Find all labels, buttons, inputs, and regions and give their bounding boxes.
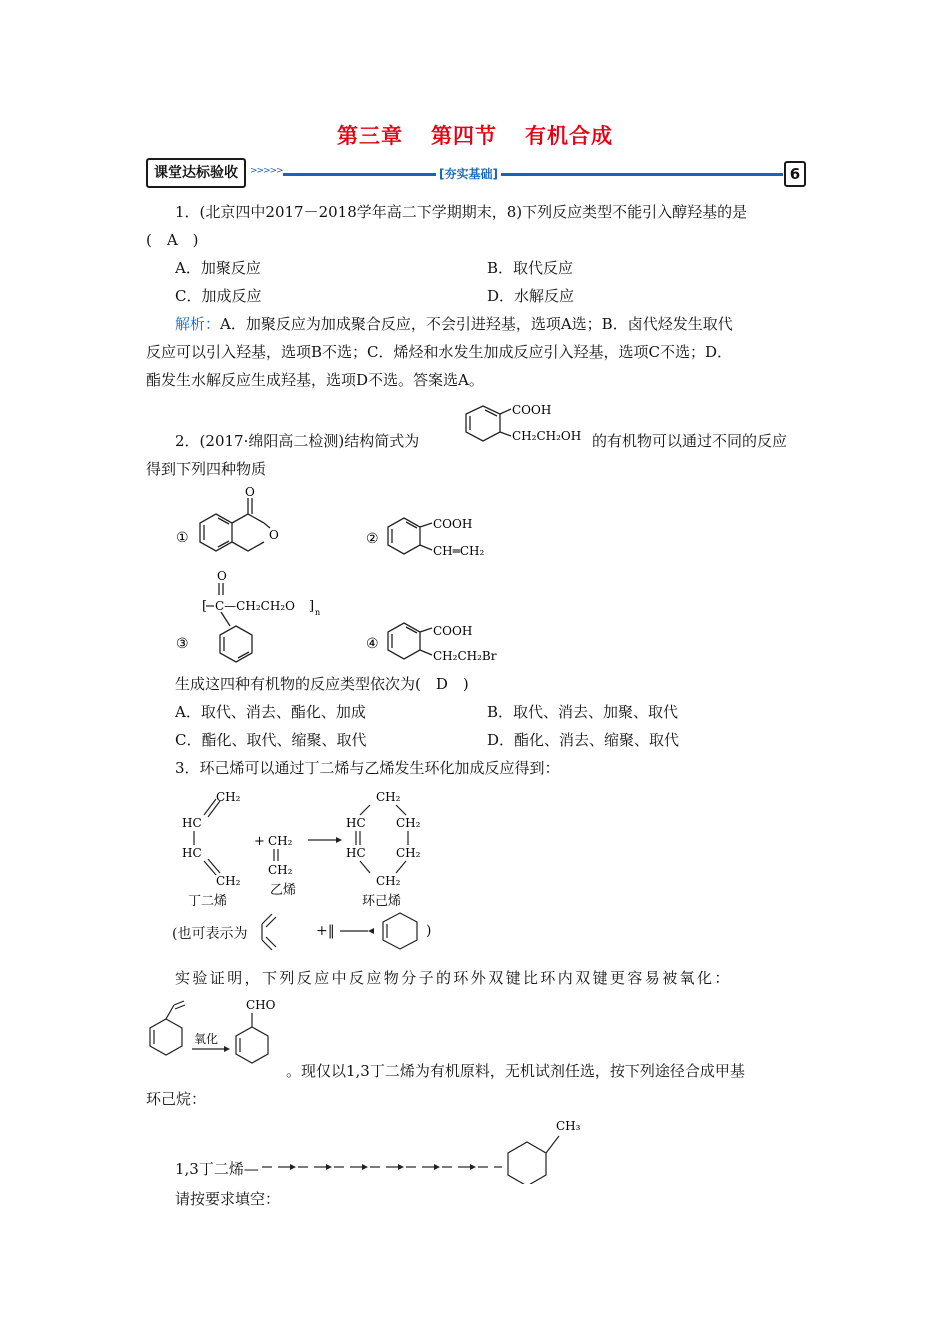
page-title <box>0 120 950 150</box>
chapter-title: 第三章 <box>337 124 403 148</box>
q1-analysis-line-1 <box>175 313 733 334</box>
banner-arrows: >>>>> <box>250 166 283 176</box>
q3-stem: 3．环己烯可以通过丁二烯与乙烯发生环化加成反应得到： <box>175 759 560 777</box>
q1-option-d: D．水解反应 <box>487 287 575 305</box>
route-arrows <box>262 1112 592 1184</box>
m3-o: O <box>217 569 227 583</box>
section-title: 第四节 <box>431 124 497 148</box>
m3-label: ③ <box>176 636 189 652</box>
molecule-4 <box>364 617 514 669</box>
banner-number: 6 <box>784 161 806 187</box>
q3-alt-prefix: (也可表示为 <box>172 926 248 942</box>
butadiene-ch2-top: CH₂ <box>216 790 241 804</box>
q2-stem-a: 2．(2017·绵阳高二检测)结构简式为 <box>175 432 420 450</box>
cyclohexene-r1: CH₂ <box>396 816 421 830</box>
q1-analysis-line-3: 酯发生水解反应生成羟基，选项D不选。答案选A。 <box>146 371 484 389</box>
q3-experiment-line: 实验证明，下列反应中反应物分子的环外双键比环内双键更容易被氧化： <box>175 969 732 987</box>
q2-struct-side: CH₂CH₂OH <box>512 429 582 443</box>
q2-stem-b: 的有机物可以通过不同的反应 <box>592 432 788 450</box>
m1-carbonyl-o: O <box>245 485 255 499</box>
q3-cycloaddition-scheme <box>170 783 460 913</box>
q3-experiment-tail-2: 环己烷： <box>146 1090 207 1108</box>
oxidation-scheme <box>140 995 290 1080</box>
q2-option-b: B．取代、消去、加聚、取代 <box>487 703 679 721</box>
cyclohexene-bot: CH₂ <box>376 874 401 888</box>
q2-option-a: A．取代、消去、酯化、加成 <box>175 703 366 721</box>
q2-option-d: D．酯化、消去、缩聚、取代 <box>487 731 680 749</box>
q1-option-a: A．加聚反应 <box>175 259 261 277</box>
m1-label: ① <box>176 530 189 546</box>
banner-line <box>283 173 783 176</box>
q1-analysis-text-1: A．加聚反应为加成聚合反应，不会引进羟基，选项A选；B．卤代烃发生取代 <box>220 315 733 333</box>
q2-question: 生成这四种有机物的反应类型依次为( D ) <box>175 675 469 693</box>
q1-option-b: B．取代反应 <box>487 259 574 277</box>
butadiene-name: 丁二烯 <box>188 894 228 909</box>
molecule-1 <box>172 484 302 574</box>
q2-option-c: C．酯化、取代、缩聚、取代 <box>175 731 367 749</box>
q3-experiment-tail: 。现仅以1,3丁二烯为有机原料，无机试剂任选，按下列途径合成甲基 <box>286 1062 745 1080</box>
m4-label: ④ <box>366 636 379 652</box>
q1-answer: ( A ) <box>146 231 199 249</box>
q3-alt-end: ) <box>426 923 432 939</box>
m4-side: CH₂CH₂Br <box>433 649 497 663</box>
m2-side: CH═CH₂ <box>433 544 485 558</box>
topic-title: 有机合成 <box>525 124 613 148</box>
cyclohexene-r2: CH₂ <box>396 846 421 860</box>
q1-analysis-line-2: 反应可以引入羟基，选项B不选；C．烯烃和水发生加成反应引入羟基，选项C不选；D． <box>146 343 733 361</box>
scheme-plus: + <box>254 834 265 849</box>
butadiene-ch2-bot: CH₂ <box>216 874 241 888</box>
q2-structure <box>455 396 593 452</box>
cyclohexene-skeleton <box>340 910 430 952</box>
cyclohexene-top: CH₂ <box>376 790 401 804</box>
q2-stem-c: 得到下列四种物质 <box>146 460 267 478</box>
route-start: 1,3丁二烯— <box>175 1160 259 1178</box>
m4-cooh: COOH <box>433 624 473 638</box>
butadiene-skeleton <box>258 910 288 952</box>
banner-tag: [夯实基础] <box>436 165 501 182</box>
molecule-2 <box>364 512 514 564</box>
ethylene-bot: CH₂ <box>268 863 293 877</box>
q2-struct-cooh: COOH <box>512 403 552 417</box>
q1-option-c: C．加成反应 <box>175 287 262 305</box>
cyclohexene-name: 环己烯 <box>362 894 402 909</box>
ethylene-name: 乙烯 <box>270 883 297 898</box>
m3-bracket-open: [ <box>202 599 208 614</box>
m3-n: n <box>315 608 321 617</box>
ethylene-top: CH₂ <box>268 834 293 848</box>
route-ch3: CH₃ <box>556 1119 581 1133</box>
banner-label: 课堂达标验收 <box>146 158 246 188</box>
butadiene-hc-1: HC <box>182 816 202 830</box>
m1-ring-o: O <box>269 528 279 542</box>
q3-fill-prompt: 请按要求填空： <box>175 1190 281 1208</box>
cyclohexene-hc-1: HC <box>346 816 366 830</box>
cyclohexene-hc-2: HC <box>346 846 366 860</box>
analysis-label: 解析： <box>175 315 221 333</box>
molecule-3 <box>172 568 332 666</box>
butadiene-hc-2: HC <box>182 846 202 860</box>
m2-label: ② <box>366 531 379 547</box>
oxidation-label: 氧化 <box>194 1032 219 1046</box>
cho-label: CHO <box>246 998 276 1012</box>
q3-alt-plus: +‖ <box>316 923 335 939</box>
m2-cooh: COOH <box>433 517 473 531</box>
m3-bracket-close: ] <box>309 599 315 614</box>
m3-chain: C—CH₂CH₂O <box>215 599 295 613</box>
q1-stem: 1．(北京四中2017－2018学年高二下学期期末，8)下列反应类型不能引入醇羟基的是 <box>175 203 748 221</box>
